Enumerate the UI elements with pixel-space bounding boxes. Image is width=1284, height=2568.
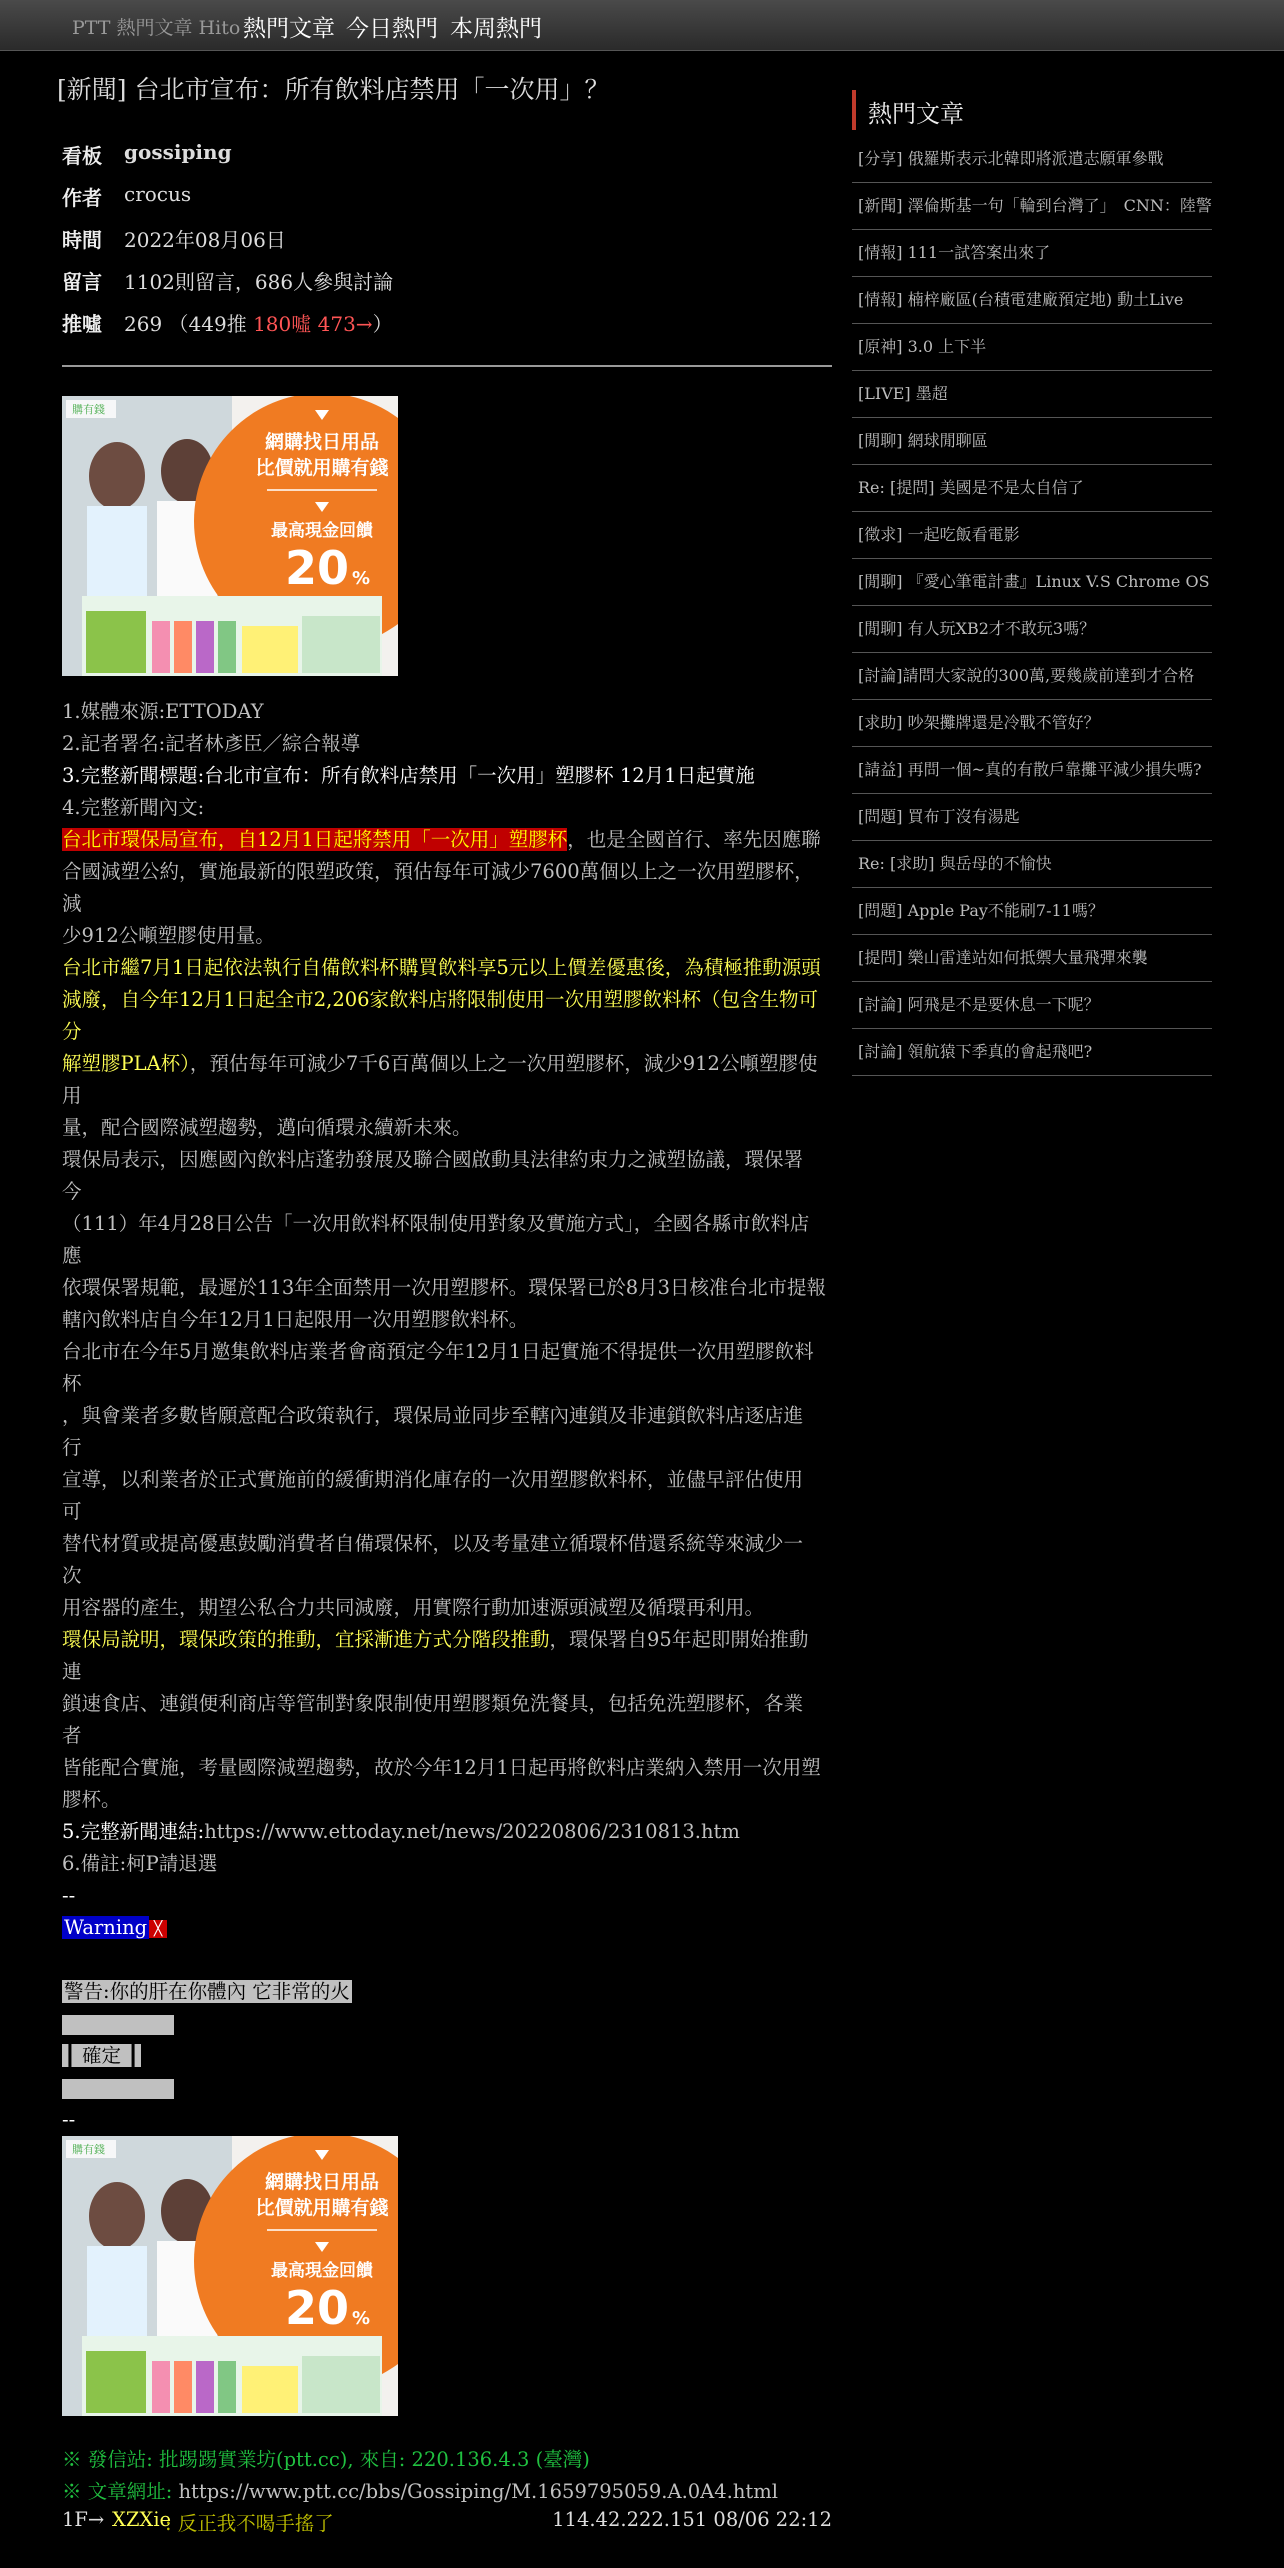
push-user[interactable]: XZXie — [112, 2508, 172, 2531]
ad-headline-2: 比價就用購有錢 — [255, 2197, 389, 2219]
site-brand[interactable]: PTT 熱門文章 Hito — [72, 17, 241, 39]
ad-cashback-value: 20 — [284, 541, 350, 595]
ok-line — [62, 2040, 832, 2072]
body-line: 台北市在今年5月邀集飲料店業者會商預定今年12月1日起實施不得提供一次用塑膠飲料 — [62, 1340, 814, 1363]
ad-cashback-unit: % — [352, 2308, 371, 2329]
body-line-highlight: 台北市繼7月1日起依法執行自備飲料杯購買飲料享5元以上價差優惠後，為積極推動源頭 — [62, 956, 821, 979]
meta-time — [62, 224, 832, 266]
alert-line — [62, 1976, 832, 2008]
ad-brand: 購有錢 — [72, 403, 105, 416]
sidebar-item[interactable]: [閒聊] 有人玩XB2才不敢玩3嗎？ — [852, 606, 1212, 653]
divider — [62, 365, 832, 367]
sidebar-item[interactable]: [新聞] 澤倫斯基一句「輪到台灣了」 CNN：陸警 — [852, 183, 1212, 230]
sidebar-item[interactable]: [討論] 阿飛是不是要休息一下呢？ — [852, 982, 1212, 1029]
warning-line — [62, 1912, 832, 1944]
meta-key: 時間 — [62, 228, 102, 252]
body-line: 3.完整新聞標題:台北市宣布：所有飲料店禁用「一次用」塑膠杯 12月1日起實施 — [62, 764, 755, 787]
push-boo-count: 180噓 — [253, 312, 312, 336]
body-line: 環保局說明，環保政策的推動，宜採漸進方式分階段推動，環保署自95年起即開始推動 — [62, 1628, 809, 1651]
body-line: 依環保署規範，最遲於113年全面禁用一次用塑膠杯。環保署已於8月3日核准台北市提報 — [62, 1276, 827, 1299]
sidebar-list — [852, 136, 1212, 1076]
nav-hot-articles[interactable]: 熱門文章 — [243, 16, 335, 42]
body-line: 解塑膠PLA杯），預估每年可減少7千6百萬個以上之一次用塑膠杯，減少912公噸塑膠使 — [62, 1052, 818, 1075]
ad-headline-1: 網購找日用品 — [264, 431, 380, 453]
body-line: 膠杯。 — [62, 1788, 121, 1811]
body-line: 量，配合國際減塑趨勢，邁向循環永續新未來。 — [62, 1116, 472, 1139]
body-line: 用 — [62, 1084, 82, 1107]
ad-headline-2: 比價就用購有錢 — [255, 457, 389, 479]
nav-week-hot[interactable]: 本周熱門 — [450, 16, 542, 42]
body-line: 轄內飲料店自今年12月1日起限用一次用塑膠飲料杯。 — [62, 1308, 529, 1331]
meta-value[interactable]: gossiping — [124, 140, 232, 164]
sidebar-item[interactable]: [討論]請問大家說的300萬,要幾歲前達到才合格 — [852, 653, 1212, 700]
ad-brand: 購有錢 — [72, 2143, 105, 2156]
sidebar-item[interactable]: [分享] 俄羅斯表示北韓即將派遣志願軍參戰 — [852, 136, 1212, 183]
body-line: 可 — [62, 1500, 82, 1523]
ad-headline-1: 網購找日用品 — [264, 2171, 380, 2193]
body-line: 連 — [62, 1660, 82, 1683]
sidebar-item[interactable]: [徵求] 一起吃飯看電影 — [852, 512, 1212, 559]
body-line: 用容器的產生，期望公私合力共同減廢，用實際行動加速源頭減塑及循環再利用。 — [62, 1596, 765, 1619]
meta-comments — [62, 266, 832, 308]
sidebar-title: 熱門文章 — [852, 90, 1212, 130]
body-line: 宣導，以利業者於正式實施前的緩衝期消化庫存的一次用塑膠飲料杯，並儘早評估使用 — [62, 1468, 804, 1491]
push-ip-time: 114.42.222.151 08/06 22:12 — [552, 2508, 832, 2531]
body-line: 2.記者署名:記者林彥臣／綜合報導 — [62, 732, 361, 755]
body-line: 1.媒體來源:ETTODAY — [62, 700, 264, 723]
meta-author — [62, 182, 832, 224]
body-line: 環保局表示，因應國內飲料店蓬勃發展及聯合國啟動具法律約束力之減塑協議，環保署 — [62, 1148, 804, 1171]
signature-block — [62, 2444, 832, 2508]
ad-cashback-value: 20 — [284, 2281, 350, 2335]
nav-today-hot[interactable]: 今日熱門 — [346, 16, 438, 42]
body-line: 今 — [62, 1180, 82, 1203]
blank-line — [62, 1944, 832, 1976]
ad-image — [62, 2136, 398, 2416]
sidebar-item[interactable]: [提問] 樂山雷達站如何抵禦大量飛彈來襲 — [852, 935, 1212, 982]
sidebar-item[interactable]: Re: [提問] 美國是不是太自信了 — [852, 465, 1212, 512]
meta-push — [62, 308, 832, 350]
sidebar-item[interactable]: [情報] 楠梓廠區(台積電建廠預定地) 動土Live — [852, 277, 1212, 324]
body-line: 5.完整新聞連結:https://www.ettoday.net/news/20220806/2310813.htm — [62, 1820, 740, 1843]
body-line-highlight: 分 — [62, 1020, 82, 1043]
sidebar-item[interactable]: [閒聊] 網球閒聊區 — [852, 418, 1212, 465]
sidebar-item[interactable]: [問題] Apple Pay不能刷7-11嗎？ — [852, 888, 1212, 935]
body-line: 鎖速食店、連鎖便利商店等管制對象限制使用塑膠類免洗餐具，包括免洗塑膠杯，各業 — [62, 1692, 804, 1715]
meta-value: crocus — [124, 182, 192, 206]
sidebar-item[interactable]: [原神] 3.0 上下半 — [852, 324, 1212, 371]
meta-value: 269 （449推 180噓 473→） — [124, 312, 393, 336]
alert-bar — [62, 2072, 832, 2104]
sidebar-item[interactable]: [討論] 領航猿下季真的會起飛吧? — [852, 1029, 1212, 1076]
ad-banner[interactable] — [62, 396, 398, 676]
warning-label: Warning — [64, 1916, 148, 1939]
alert-text: 警告:你的肝在你體內 它非常的火 — [64, 1980, 350, 2003]
body-line-highlight: 減廢，自今年12月1日起全市2,206家飲料店將限制使用一次用塑膠飲料杯（包含生物可 — [62, 988, 819, 1011]
ad-cashback-unit: % — [352, 568, 371, 589]
meta-key: 推噓 — [62, 312, 102, 336]
close-icon: ╳ — [149, 1920, 167, 1938]
meta-board — [62, 140, 832, 182]
body-line: 合國減塑公約，實施最新的限塑政策，預估每年可減少7600萬個以上之一次用塑膠杯， — [62, 860, 814, 883]
body-line: 少912公噸塑膠使用量。 — [62, 924, 275, 947]
top-navbar — [0, 0, 1284, 51]
sidebar-item[interactable]: [閒聊] 『愛心筆電計畫』Linux V.S Chrome OS — [852, 559, 1212, 606]
meta-value: 2022年08月06日 — [124, 228, 286, 252]
sidebar-item[interactable]: [求助] 吵架攤牌還是冷戰不管好？ — [852, 700, 1212, 747]
alert-bar — [62, 2008, 832, 2040]
body-line: 替代材質或提高優惠鼓勵消費者自備環保杯，以及考量建立循環杯借還系統等來減少一 — [62, 1532, 804, 1555]
sidebar-item[interactable]: Re: [求助] 與岳母的不愉快 — [852, 841, 1212, 888]
meta-key: 看板 — [62, 144, 102, 168]
body-line: 6.備註:柯P請退選 — [62, 1852, 218, 1875]
body-line: 者 — [62, 1724, 82, 1747]
post-url[interactable]: https://www.ptt.cc/bbs/Gossiping/M.1659795059.A.0A4.html — [178, 2480, 778, 2503]
post-origin: ※ 發信站: 批踢踢實業坊(ptt.cc), 來自: 220.136.4.3 (臺灣) — [62, 2448, 590, 2471]
post-url-line: ※ 文章網址: https://www.ptt.cc/bbs/Gossiping/M.1659795059.A.0A4.html — [62, 2480, 778, 2503]
ad-image — [62, 396, 398, 676]
meta-key: 作者 — [62, 186, 102, 210]
article-body — [62, 696, 832, 2136]
ad-cashback-label: 最高現金回饋 — [271, 521, 373, 541]
sidebar-item[interactable]: [請益] 再問一個~真的有散戶靠攤平減少損失嗎? — [852, 747, 1212, 794]
separator: -- — [62, 1884, 76, 1907]
body-line: 減 — [62, 892, 82, 915]
body-line: 應 — [62, 1244, 82, 1267]
sidebar — [852, 90, 1212, 1061]
sidebar-item[interactable]: [問題] 買布丁沒有湯匙 — [852, 794, 1212, 841]
body-line: 皆能配合實施，考量國際減塑趨勢，故於今年12月1日起再將飲料店業納入禁用一次用塑 — [62, 1756, 821, 1779]
push-tag: 1F→ — [62, 2508, 105, 2531]
body-line: （111）年4月28日公告「一次用飲料杯限制使用對象及實施方式」，全國各縣市飲料店 — [62, 1212, 810, 1235]
separator: -- — [62, 2108, 76, 2131]
sidebar-item[interactable]: [情報] 111一試答案出來了 — [852, 230, 1212, 277]
body-line: ，與會業者多數皆願意配合政策執行，環保局並同步至轄內連鎖及非連鎖飲料店逐店進 — [62, 1404, 804, 1427]
sidebar-item[interactable]: [LIVE] 墨超 — [852, 371, 1212, 418]
meta-value: 1102則留言，686人參與討論 — [124, 270, 394, 294]
push-arrow-count: 473→ — [311, 312, 373, 336]
news-link[interactable]: https://www.ettoday.net/news/20220806/2310813.htm — [204, 1820, 740, 1843]
highlight-red: 台北市環保局宣布，自12月1日起將禁用「一次用」塑膠杯 — [62, 828, 568, 851]
push-row — [62, 2508, 832, 2540]
body-line: 次 — [62, 1564, 82, 1587]
ad-cashback-label: 最高現金回饋 — [271, 2261, 373, 2281]
ad-banner[interactable] — [62, 2136, 398, 2416]
body-line: 行 — [62, 1436, 82, 1459]
body-line: 杯 — [62, 1372, 82, 1395]
article-title: [新聞] 台北市宣布：所有飲料店禁用「一次用」？ — [57, 75, 610, 104]
meta-key: 留言 — [62, 270, 102, 294]
body-line: 4.完整新聞內文: — [62, 796, 205, 819]
body-line: 台北市環保局宣布，自12月1日起將禁用「一次用」塑膠杯，也是全國首行、率先因應聯 — [62, 828, 821, 851]
article-meta — [62, 140, 832, 350]
ok-button[interactable]: ┃ 確定 ┃ — [64, 2044, 139, 2067]
push-message: : 反正我不喝手搖了 — [165, 2512, 334, 2535]
